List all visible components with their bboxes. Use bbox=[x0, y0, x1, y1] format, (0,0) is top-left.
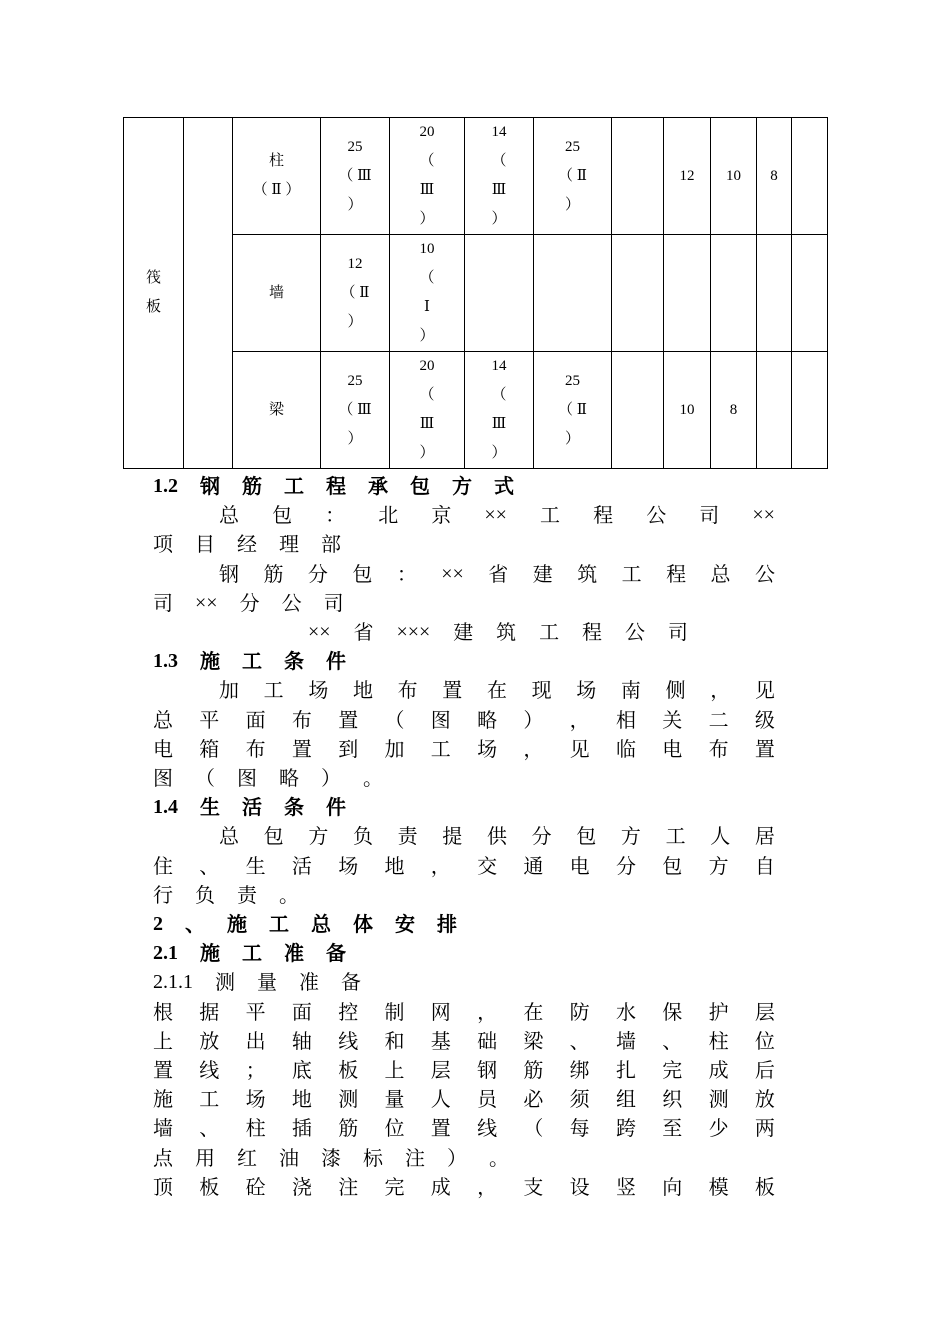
table-cell: 12 （ Ⅱ ） bbox=[321, 235, 390, 352]
text-line: 总 平 面 布 置 （ 图 略 ） ， 相 关 二 级 bbox=[153, 707, 775, 732]
text-line: 项 目 经 理 部 bbox=[153, 532, 341, 557]
table-cell bbox=[664, 235, 711, 352]
text-line: 总 包 方 负 责 提 供 分 包 方 工 人 居 bbox=[219, 824, 775, 849]
table-cell: 10 bbox=[664, 352, 711, 469]
empty-cell bbox=[184, 118, 233, 469]
table-cell bbox=[612, 235, 664, 352]
table-cell: 20 （ Ⅲ ） bbox=[390, 352, 465, 469]
table-cell bbox=[534, 235, 612, 352]
text-line: 顶 板 砼 浇 注 完 成 ， 支 设 竖 向 模 板 bbox=[153, 1174, 775, 1199]
table-cell: 20 （ Ⅲ ） bbox=[390, 118, 465, 235]
table-cell: 14 （ Ⅲ ） bbox=[465, 352, 534, 469]
section-heading: 2 、 施 工 总 体 安 排 bbox=[153, 912, 457, 936]
table-cell: 25 （ Ⅲ ） bbox=[321, 352, 390, 469]
member-label-cell: 墙 bbox=[233, 235, 321, 352]
table-row bbox=[124, 118, 828, 235]
text-line: 2.1.1 测 量 准 备 bbox=[153, 970, 361, 995]
section-heading: 1.3 施 工 条 件 bbox=[153, 649, 346, 674]
text-line: 总 包 ： 北 京 ×× 工 程 公 司 ×× bbox=[219, 503, 775, 528]
text-line: 图 （ 图 略 ） 。 bbox=[153, 766, 383, 790]
table-cell: 8 bbox=[711, 352, 757, 469]
table-cell: 14 （ Ⅲ ） bbox=[465, 118, 534, 235]
group-label-cell: 筏 板 bbox=[124, 118, 184, 469]
text-line: 电 箱 布 置 到 加 工 场 ， 见 临 电 布 置 bbox=[153, 736, 775, 761]
text-line: 置 线 ； 底 板 上 层 钢 筋 绑 扎 完 成 后 bbox=[153, 1058, 775, 1082]
text-line: 司 ×× 分 公 司 bbox=[153, 590, 344, 615]
table-cell bbox=[612, 352, 664, 469]
table-cell: 25 （ Ⅱ ） bbox=[534, 352, 612, 469]
rebar-spec-table bbox=[123, 117, 828, 469]
text-line: 点 用 红 油 漆 标 注 ） 。 bbox=[153, 1145, 509, 1170]
text-line: 墙 、 柱 插 筋 位 置 线 （ 每 跨 至 少 两 bbox=[153, 1116, 775, 1141]
table-cell: 25 （ Ⅲ ） bbox=[321, 118, 390, 235]
text-line: 加 工 场 地 布 置 在 现 场 南 侧 ， 见 bbox=[219, 678, 775, 703]
table-cell: 25 （ Ⅱ ） bbox=[534, 118, 612, 235]
table-cell bbox=[612, 118, 664, 235]
table-cell: 10 bbox=[711, 118, 757, 235]
section-heading: 1.4 生 活 条 件 bbox=[153, 795, 346, 820]
table-cell: 10 （ Ⅰ ） bbox=[390, 235, 465, 352]
table-cell bbox=[757, 352, 792, 469]
section-heading: 2.1 施 工 准 备 bbox=[153, 941, 346, 966]
table-cell bbox=[792, 235, 828, 352]
member-label-cell: 柱 （ Ⅱ ） bbox=[233, 118, 321, 235]
table-cell bbox=[792, 352, 828, 469]
table-cell bbox=[792, 118, 828, 235]
text-line: 根 据 平 面 控 制 网 ， 在 防 水 保 护 层 bbox=[153, 999, 775, 1024]
table-cell: 12 bbox=[664, 118, 711, 235]
member-label-cell: 梁 bbox=[233, 352, 321, 469]
table-cell: 8 bbox=[757, 118, 792, 235]
section-heading: 1.2 钢 筋 工 程 承 包 方 式 bbox=[153, 474, 514, 498]
text-line: 施 工 场 地 测 量 人 员 必 须 组 织 测 放 bbox=[153, 1087, 775, 1112]
text-line: 上 放 出 轴 线 和 基 础 梁 、 墙 、 柱 位 bbox=[153, 1028, 775, 1053]
table-cell bbox=[465, 235, 534, 352]
table-cell bbox=[757, 235, 792, 352]
table-cell bbox=[711, 235, 757, 352]
text-line: ×× 省 ××× 建 筑 工 程 公 司 bbox=[308, 620, 688, 644]
text-line: 行 负 责 。 bbox=[153, 882, 299, 907]
text-line: 住 、 生 活 场 地 ， 交 通 电 分 包 方 自 bbox=[153, 853, 775, 878]
text-line: 钢 筋 分 包 ： ×× 省 建 筑 工 程 总 公 bbox=[219, 561, 775, 586]
